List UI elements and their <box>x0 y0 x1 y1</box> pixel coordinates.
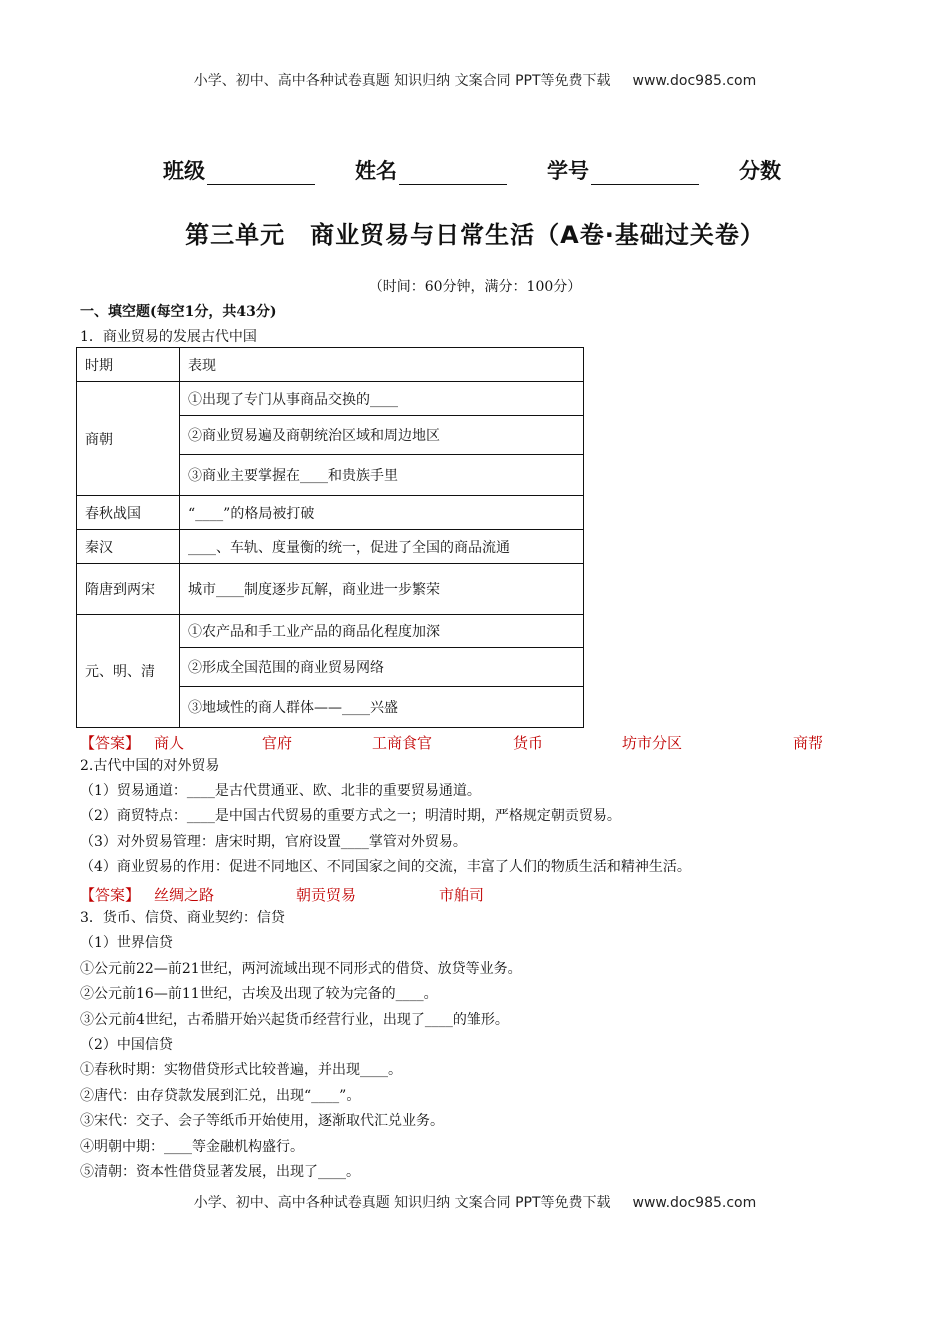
q1-answer-row <box>80 732 920 752</box>
header-text: 小学、初中、高中各种试卷真题 知识归纳 文案合同 PPT等免费下载 <box>193 73 611 89</box>
q2-answer: 丝绸之路 <box>154 886 215 904</box>
period-shang: 商朝 <box>77 382 180 496</box>
page-subtitle: （时间：60分钟，满分：100分） <box>368 279 582 295</box>
q1-answer: 商人 <box>154 734 185 752</box>
class-label: 班级 <box>163 159 205 183</box>
period-ymq: 元、明、清 <box>77 615 180 728</box>
period-suitang: 隋唐到两宋 <box>77 564 180 615</box>
q3-china-line: ②唐代：由存贷款发展到汇兑，出现“____”。 <box>80 1088 361 1104</box>
page-header <box>0 70 950 90</box>
section1-heading: 一、填空题(每空1分，共43分) <box>80 304 277 320</box>
q3-world-line: ①公元前22—前21世纪，两河流域出现不同形式的借贷、放贷等业务。 <box>80 961 522 977</box>
id-label: 学号 <box>547 159 589 183</box>
q1-answer: 官府 <box>262 734 293 752</box>
class-blank <box>207 164 315 185</box>
page-title: 第三单元 商业贸易与日常生活（A卷·基础过关卷） <box>185 221 765 249</box>
q3-title: 3．货币、信贷、商业契约：信贷 <box>80 910 285 926</box>
page-footer <box>0 1192 950 1212</box>
q3-world-line: ②公元前16—前11世纪，古埃及出现了较为完备的____。 <box>80 986 438 1002</box>
q2-line: （4）商业贸易的作用：促进不同地区、不同国家之间的交流，丰富了人们的物质生活和精神生活。 <box>80 859 691 875</box>
table-row <box>77 564 584 615</box>
q3-world-heading: （1）世界信贷 <box>80 935 173 951</box>
table-row <box>77 382 584 416</box>
table-row <box>77 615 584 648</box>
table-cell: 城市____制度逐步瓦解，商业进一步繁荣 <box>180 564 584 615</box>
table-header-performance: 表现 <box>180 348 584 382</box>
q1-title: 1．商业贸易的发展古代中国 <box>80 329 257 345</box>
table-cell: ②商业贸易遍及商朝统治区域和周边地区 <box>180 416 584 455</box>
name-blank <box>399 164 507 185</box>
q2-line: （3）对外贸易管理：唐宋时期，官府设置____掌管对外贸易。 <box>80 834 467 850</box>
q1-table <box>76 347 584 728</box>
q2-line: （1）贸易通道：____是古代贯通亚、欧、北非的重要贸易通道。 <box>80 783 481 799</box>
q2-answer: 朝贡贸易 <box>296 886 357 904</box>
q2-answer-label: 【答案】 <box>80 886 141 904</box>
q1-answer-label: 【答案】 <box>80 734 141 752</box>
table-cell: “____”的格局被打破 <box>180 496 584 530</box>
footer-url[interactable]: www.doc985.com <box>632 1195 757 1211</box>
q2-line: （2）商贸特点：____是中国古代贸易的重要方式之一；明清时期，严格规定朝贡贸易。 <box>80 808 621 824</box>
q1-answer: 货币 <box>513 734 544 752</box>
student-info-line <box>163 155 821 185</box>
score-label: 分数 <box>739 159 781 183</box>
q3-world-line: ③公元前4世纪，古希腊开始兴起货币经营行业，出现了____的雏形。 <box>80 1012 509 1028</box>
table-header-row <box>77 348 584 382</box>
table-cell: ③商业主要掌握在____和贵族手里 <box>180 455 584 496</box>
table-row <box>77 496 584 530</box>
table-cell: ①出现了专门从事商品交换的____ <box>180 382 584 416</box>
q3-china-line: ③宋代：交子、会子等纸币开始使用，逐渐取代汇兑业务。 <box>80 1113 444 1129</box>
table-cell: ①农产品和手工业产品的商品化程度加深 <box>180 615 584 648</box>
id-blank <box>591 164 699 185</box>
q1-answer: 工商食官 <box>372 734 433 752</box>
q3-china-line: ⑤清朝：资本性借贷显著发展，出现了____。 <box>80 1164 360 1180</box>
table-header-period: 时期 <box>77 348 180 382</box>
period-qinhan: 秦汉 <box>77 530 180 564</box>
q2-title: 2.古代中国的对外贸易 <box>80 758 220 774</box>
period-chunqiu: 春秋战国 <box>77 496 180 530</box>
q3-china-line: ④明朝中期：____等金融机构盛行。 <box>80 1139 304 1155</box>
table-cell: ③地域性的商人群体——____兴盛 <box>180 687 584 728</box>
q1-answer: 商帮 <box>793 734 824 752</box>
q3-china-heading: （2）中国信贷 <box>80 1037 173 1053</box>
q2-answer: 市舶司 <box>439 886 485 904</box>
table-cell: ____、车轨、度量衡的统一，促进了全国的商品流通 <box>180 530 584 564</box>
q3-china-line: ①春秋时期：实物借贷形式比较普遍，并出现____。 <box>80 1062 402 1078</box>
header-url[interactable]: www.doc985.com <box>632 73 757 89</box>
footer-text: 小学、初中、高中各种试卷真题 知识归纳 文案合同 PPT等免费下载 <box>193 1195 611 1211</box>
q1-answer: 坊市分区 <box>622 734 683 752</box>
q2-answer-row <box>80 884 920 904</box>
table-cell: ②形成全国范围的商业贸易网络 <box>180 648 584 687</box>
table-row <box>77 530 584 564</box>
name-label: 姓名 <box>355 159 397 183</box>
